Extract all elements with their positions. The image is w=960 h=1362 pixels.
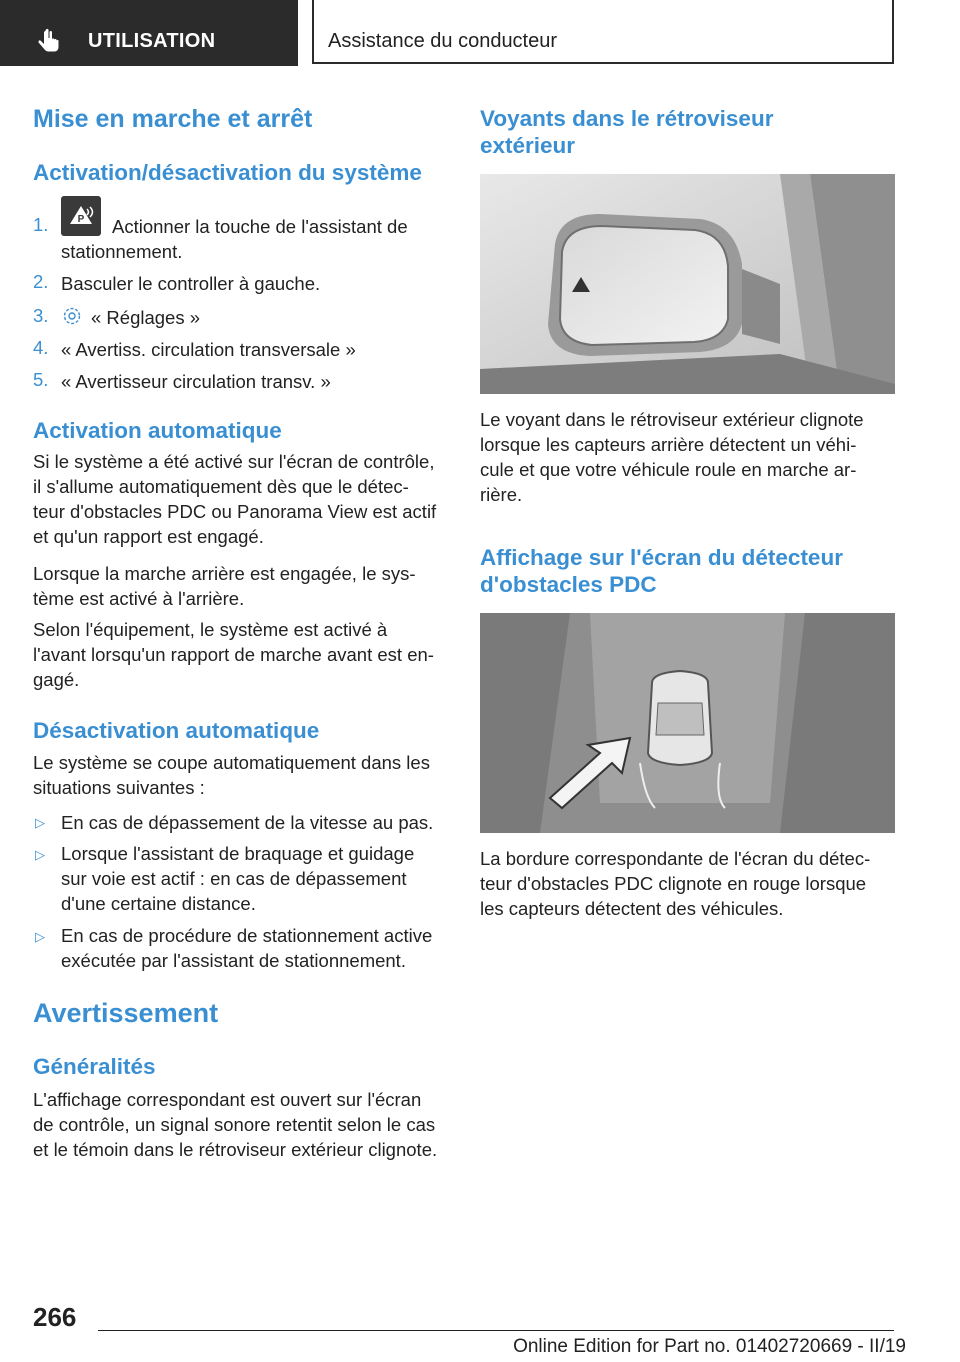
step-number: 4.: [33, 337, 49, 358]
step-text: « Avertiss. circulation transversale »: [61, 339, 356, 360]
svg-text:P: P: [77, 214, 85, 225]
bullet-triangle-icon: ▷: [35, 929, 45, 944]
list-item: En cas de procédure de stationnement active exécutée par l'assistant de stationnement.: [61, 925, 433, 971]
paragraph: Le voyant dans le rétroviseur extérieur clignote lorsque les capteurs arrière détectent un véhi- cule et que votre véhicule roule en marche ar- rière.: [480, 409, 864, 505]
bullet-triangle-icon: ▷: [35, 815, 45, 830]
step-number: 3.: [33, 305, 49, 326]
header-section-tab: [0, 0, 298, 66]
chapter-title: Assistance du conducteur: [328, 30, 558, 52]
step-text-cont: stationnement.: [61, 241, 183, 262]
list-item: Lorsque l'assistant de braquage et guidage sur voie est actif : en cas de dépassement d'une certaine distance.: [61, 843, 415, 914]
bullet-triangle-icon: ▷: [35, 847, 45, 862]
step-text: Actionner la touche de l'assistant de: [112, 216, 408, 237]
paragraph: Selon l'équipement, le système est activé à l'avant lorsqu'un rapport de marche avant est en- gagé.: [33, 619, 434, 690]
chapter-header: [312, 0, 894, 64]
parking-assistant-button-icon: [61, 196, 101, 236]
step-text: Basculer le controller à gauche.: [61, 273, 321, 294]
heading-auto-activation: Activation automatique: [33, 418, 282, 443]
page-number: 266: [33, 1302, 77, 1332]
step-text: « Réglages »: [91, 307, 201, 328]
heading-main: Mise en marche et arrêt: [33, 105, 313, 133]
heading-general: Généralités: [33, 1054, 156, 1079]
step-number: 2.: [33, 271, 49, 292]
step-number: 5.: [33, 369, 49, 390]
paragraph: Le système se coupe automatiquement dans les situations suivantes :: [33, 752, 430, 798]
footer-divider: [98, 1330, 894, 1331]
paragraph: La bordure correspondante de l'écran du détec- teur d'obstacles PDC clignote en rouge lorsque les capteurs détectent des véhicules.: [480, 848, 871, 919]
touch-hand-icon: [36, 28, 62, 56]
heading-auto-deactivation: Désactivation automatique: [33, 718, 320, 743]
section-title: UTILISATION: [88, 30, 216, 52]
mirror-warning-light-image: [480, 174, 895, 394]
list-item: En cas de dépassement de la vitesse au pas.: [61, 812, 434, 833]
gear-icon: [61, 305, 83, 327]
heading-mirror: Voyants dans le rétroviseur extérieur: [480, 106, 774, 158]
heading-warning: Avertissement: [33, 998, 219, 1028]
pdc-display-image: [480, 613, 895, 833]
heading-activation: Activation/désactivation du système: [33, 160, 422, 185]
edition-footer: Online Edition for Part no. 01402720669 - II/19: [513, 1336, 906, 1357]
paragraph: Lorsque la marche arrière est engagée, le sys- tème est activé à l'arrière.: [33, 563, 416, 609]
paragraph: Si le système a été activé sur l'écran de contrôle, il s'allume automatiquement dès que le détec- teur d'obstacles PDC ou Panorama View est actif et qu'un rapport est engagé.: [33, 451, 437, 547]
step-text: « Avertisseur circulation transv. »: [61, 371, 331, 392]
paragraph: L'affichage correspondant est ouvert sur l'écran de contrôle, un signal sonore retentit selon le cas et le témoin dans le rétroviseur extérieur clignote.: [33, 1089, 438, 1160]
heading-pdc: Affichage sur l'écran du détecteur d'obstacles PDC: [480, 545, 843, 597]
step-number: 1.: [33, 214, 49, 235]
